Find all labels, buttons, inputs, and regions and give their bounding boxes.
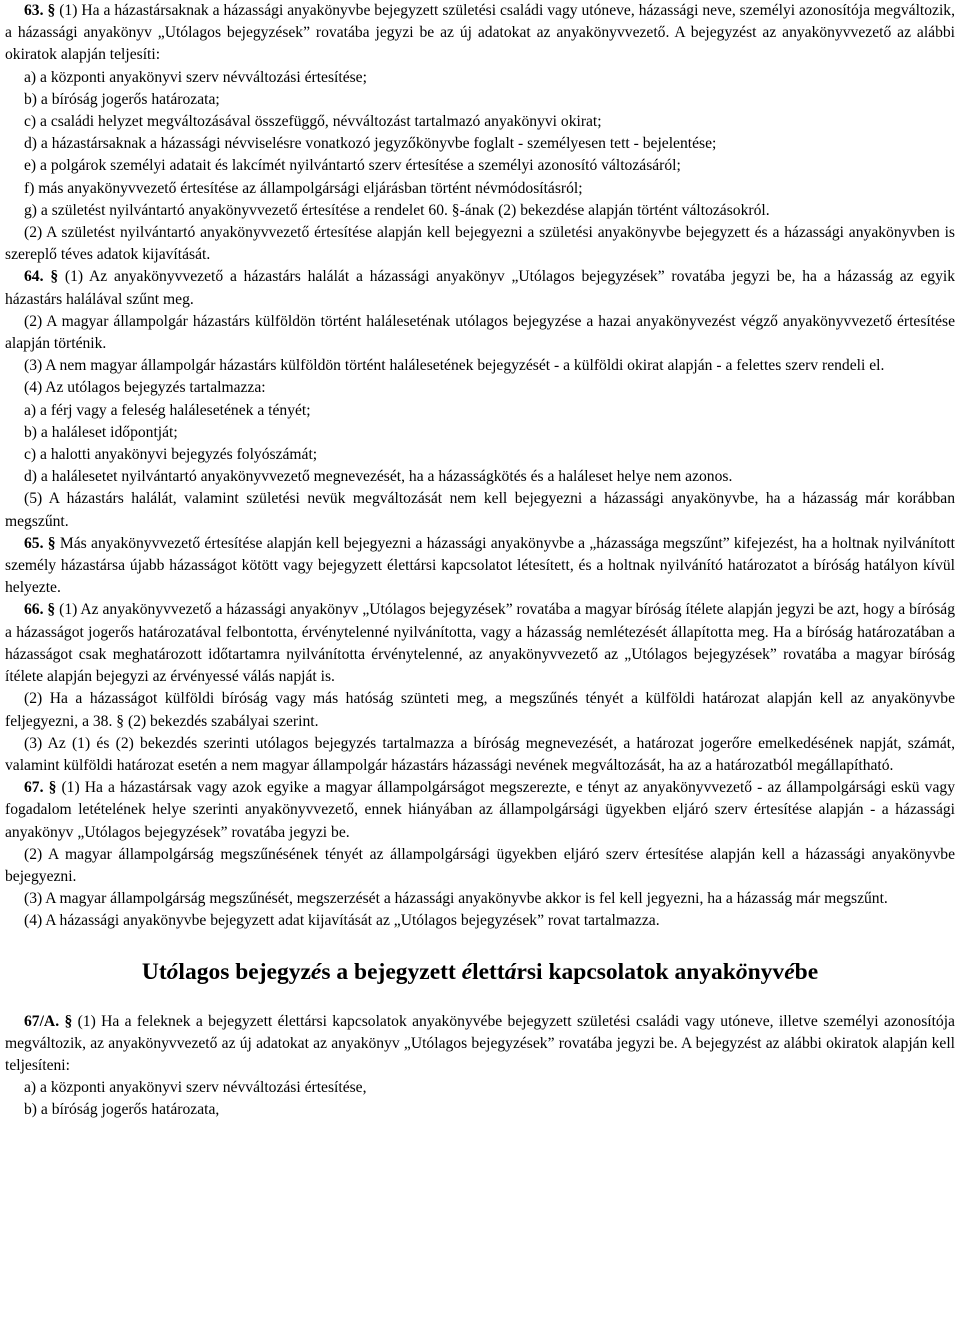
paragraph-text: a) a központi anyakönyvi szerv névváltozási értesítése, (24, 1079, 367, 1097)
paragraph-text: b) a haláleset időpontját; (24, 423, 178, 441)
paragraph-text: (5) A házastárs halálát, valamint születési nevük megváltozását nem kell bejegyezni a házassági anyakönyvbe, ha a házasság már korábban megszűnt. (5, 490, 955, 530)
section-paragraph (5, 1011, 955, 1078)
heading-fragment: é (310, 958, 322, 985)
paragraph-text: (1) Ha a házastársak vagy azok egyike a magyar állampolgárságot megszerezte, e tényt az anyakönyvvezető - az állampolgársági eskü vagy fogadalom letételének helye szerinti anyakönyvvezető, ennek hiányában az állampolgársági ügyekben eljáró szerv értesítése alapján - a házassági anyakönyv „Utólagos bejegyzések” rovatába jegyzi be. (5, 779, 955, 841)
paragraph-text: (1) Az anyakönyvvezető a házastárs halálát a házassági anyakönyv „Utólagos bejegyzések” rovatába jegyzi be, ha a házasság az egyik házastárs halálával szűnt meg. (5, 268, 955, 308)
heading-fragment: é (461, 958, 473, 985)
paragraph (5, 355, 955, 377)
paragraph-text: (4) A házassági anyakönyvbe bejegyzett adat kijavítását az „Utólagos bejegyzések” rovat tartalmazza. (24, 912, 660, 930)
paragraph-text: (2) A magyar állampolgárság megszűnésének tényét az állampolgársági ügyekben eljáró szerv értesítése alapján kell a házassági anyakönyvbe bejegyezni. (5, 845, 955, 885)
paragraph (5, 311, 955, 355)
paragraph (5, 222, 955, 266)
heading-fragment: nyv (747, 958, 785, 985)
paragraph (5, 111, 955, 133)
section-number: 67. (24, 779, 44, 797)
section-heading (5, 957, 955, 987)
paragraph-text: a) a férj vagy a feleség halálesetének a tényét; (24, 401, 311, 419)
paragraph (5, 910, 955, 932)
paragraph-text: (3) Az (1) és (2) bekezdés szerinti utólagos bejegyzés tartalmazza a bíróság megnevezését, a határozat jogerőre emelkedésének napját, számát, valamint külföldi határozat esetén a nem magyar állampolgár házastárs házassági nevének megváltozását, ha az a határozatból megállapítható. (5, 734, 955, 774)
paragraph-text: d) a halálesetet nyilvántartó anyakönyvvezető megnevezését, ha a házasságkötés és a haláleset helye nem azonos. (24, 468, 733, 486)
heading-fragment: ö (735, 958, 748, 985)
section-number: 66. (24, 601, 44, 619)
section-sign: § (47, 601, 56, 619)
section-sign: § (48, 779, 57, 797)
heading-fragment: be (794, 958, 819, 985)
paragraph-text: (2) Ha a házasságot külföldi bíróság vagy más hatóság szünteti meg, a megszűnés tényét a külföldi határozat alapján kell az anyakönyvbe feljegyezni, a 38. § (2) bekezdés szabályai szerint. (5, 690, 955, 730)
paragraph-text: c) a családi helyzet megváltozásával összefüggő, névváltozást tartalmazó anyakönyvi okirat; (24, 113, 602, 131)
heading-fragment: ó (166, 958, 179, 985)
paragraph (5, 466, 955, 488)
section-paragraph (5, 266, 955, 310)
paragraph-text: g) a születést nyilvántartó anyakönyvvezető értesítése a rendelet 60. §-ának (2) bekezdése alapján történt változásokról. (24, 201, 770, 219)
paragraph-text: (1) Ha a házastársaknak a házassági anyakönyvbe bejegyzett születési családi vagy utóneve, házassági neve, személyi azonosítója megváltozik, a házassági anyakönyv „Utólagos bejegyzések” rovatába jegyzi be az új adatokat az anyakönyvvezető. A bejegyzést az anyakönyvvezető az alábbi okiratok alapján teljesíti: (5, 2, 955, 64)
section-paragraph (5, 777, 955, 844)
paragraph (5, 844, 955, 888)
paragraph-text: c) a halotti anyakönyvi bejegyzés folyószámát; (24, 446, 318, 464)
heading-fragment: é (784, 958, 795, 985)
paragraph (5, 178, 955, 200)
paragraph-text: (3) A nem magyar állampolgár házastárs külföldön történt halálesetének bejegyzését - a külföldi okirat alapján - a felettes szerv rendeli el. (24, 357, 885, 375)
paragraph-text: d) a házastársaknak a házassági névviselésre vonatkozó jegyzőkönyvbe foglalt - személyesen tett - bejelentése; (24, 135, 717, 153)
paragraph (5, 67, 955, 89)
paragraph (5, 155, 955, 177)
document-body-continued (5, 1011, 955, 1122)
paragraph-text: b) a bíróság jogerős határozata, (24, 1101, 220, 1119)
paragraph-text: Más anyakönyvvezető értesítése alapján kell bejegyezni a házassági anyakönyvbe a „házassága megszűnt” kifejezést, ha a holtnak nyilvánított személy házastársa újabb házasságot kötött vagy bejegyzett élettársi kapcsolatot létesített, és a holtnak nyilvánító határozatot a bíróság hatályon kívül helyezte. (5, 534, 955, 597)
heading-fragment: lett (472, 958, 505, 985)
heading-fragment: s a bejegyzett (321, 958, 462, 985)
paragraph-text: (4) Az utólagos bejegyzés tartalmazza: (24, 379, 266, 397)
paragraph-text: (1) Az anyakönyvvezető a házassági anyakönyv „Utólagos bejegyzések” rovatába a magyar bíróság ítélete alapján jegyzi be azt, hogy a bíróság a házasságot jogerős határozatával felbontotta, érvénytelenné nyilvánította, vagy a házasság nemlétezését állapította meg. Ha a bíróság határozatában a házasságot csak meghatározott időtartamra nyilvánította érvénytelenné, az anyakönyvvezető az „Utólagos bejegyzések” rovatába a magyar bíróság ítélete alapján bejegyzi az érvényessé válás napját is. (5, 601, 955, 686)
section-paragraph (5, 599, 955, 688)
section-paragraph (5, 0, 955, 67)
paragraph-text: (2) A magyar állampolgár házastárs külföldön történt haláleseténak utólagos bejegyzése a hazai anyakönyvezést végző anyakönyvvezető értesítése alapján történik. (5, 312, 955, 353)
section-sign: § (47, 2, 56, 19)
paragraph (5, 89, 955, 111)
paragraph-text: f) más anyakönyvvezető értesítése az állampolgársági eljárásban történt névmódosításról; (24, 179, 583, 197)
paragraph-text: (3) A magyar állampolgárság megszűnését, megszerzését a házassági anyakönyvbe akkor is fel kell jegyezni, ha a házasság már megszűnt. (24, 890, 888, 908)
paragraph (5, 688, 955, 732)
paragraph (5, 888, 955, 910)
paragraph (5, 400, 955, 422)
paragraph-text: a) a központi anyakönyvi szerv névváltozási értesítése; (24, 68, 367, 86)
paragraph (5, 377, 955, 399)
paragraph-text: (2) A születést nyilvántartó anyakönyvvezető értesítése alapján kell bejegyezni a születési anyakönyvbe bejegyzett és a házassági anyakönyvben is szereplő téves adatok kijavítását. (5, 224, 955, 264)
paragraph (5, 733, 955, 777)
paragraph-text: (1) Ha a feleknek a bejegyzett élettársi kapcsolatok anyakönyvébe bejegyzett születési családi vagy utóneve, illetve személyi azonosítója megváltozik, az anyakönyvvezető az új adatokat az anyakönyv „Utólagos bejegyzések” rovatába jegyzi be. A bejegyzést az alábbi okiratok alapján kell teljesíteni: (5, 1012, 955, 1074)
section-number: 63. (24, 2, 44, 19)
paragraph (5, 200, 955, 222)
paragraph (5, 422, 955, 444)
heading-fragment: lagos bejegyz (178, 958, 311, 985)
heading-fragment: rsi kapcsolatok anyak (516, 958, 736, 985)
section-number: 65. (24, 534, 44, 552)
paragraph (5, 488, 955, 532)
paragraph-text: b) a bíróság jogerős határozata; (24, 90, 220, 108)
section-paragraph (5, 533, 955, 600)
section-number: 67/A. (24, 1012, 60, 1030)
document-body (5, 0, 955, 933)
section-number: 64. (24, 268, 44, 286)
paragraph (5, 133, 955, 155)
paragraph (5, 444, 955, 466)
section-sign: § (50, 268, 59, 286)
document-page (5, 0, 955, 1122)
paragraph-text: e) a polgárok személyi adatait és lakcímét nyilvántartó szerv értesítése a személyi azonosító változásáról; (24, 157, 681, 175)
paragraph (5, 1099, 955, 1121)
heading-fragment: á (504, 958, 517, 985)
section-sign: § (64, 1012, 73, 1030)
section-sign: § (47, 534, 56, 552)
heading-fragment: Ut (141, 958, 167, 985)
paragraph (5, 1077, 955, 1099)
